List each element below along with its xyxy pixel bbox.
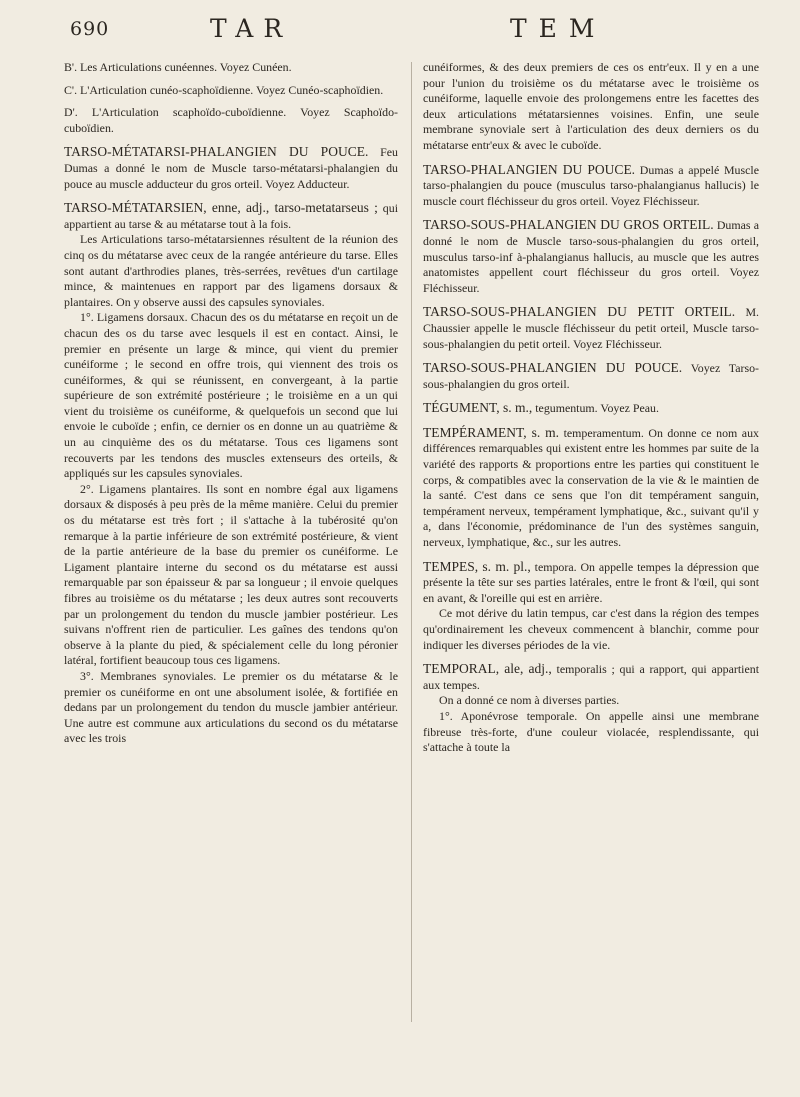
page-number: 690 bbox=[70, 18, 110, 40]
entry-body: tegumentum. Voyez Peau. bbox=[535, 401, 659, 416]
ref-articulation-scaphoido-cuboidienne: D'. L'Articulation scaphoïdo-cuboïdienne. Voyez Scaphoïdo-cuboïdien. bbox=[64, 105, 398, 135]
entry-body: qui appartient au tarse & au métatarse tout à la fois. bbox=[64, 201, 398, 231]
paragraph-tempes-etymology: Ce mot dérive du latin tempus, car c'est dans la région des tempes qu'ordinairement les cheveux commencent à blanchir, comme pour indiquer les diverses périodes de la vie. bbox=[423, 606, 759, 652]
entry-tarso-sous-phalangien-petit-orteil bbox=[423, 304, 759, 352]
entry-body: Feu Dumas a donné le nom de Muscle tarso-métatarsi-phalangien du pouce au muscle adducteur du gros orteil. Voyez Adducteur. bbox=[64, 145, 398, 191]
entry-tarso-sous-phalangien-gros-orteil bbox=[423, 217, 759, 296]
entry-headword: TEMPES, s. m. pl., bbox=[423, 558, 531, 574]
entry-body: temporalis ; qui a rapport, qui appartient aux tempes. bbox=[423, 662, 759, 692]
paragraph-continuation: cunéiformes, & des deux premiers de ces os entr'eux. Il y en a une pour l'union du troisième os du métatarse avec le troisième os cunéiforme, laquelle envoie des prolongemens entre les facettes des deux articulations métatarsiennes voisines. Enfin, une seule membrane synoviale sert à l'articulation des deux derniers os du métatarse entr'eux & avec le cuboïde. bbox=[423, 60, 759, 152]
entry-temperament bbox=[423, 425, 759, 551]
running-head-right: TEM bbox=[510, 14, 607, 43]
entry-body: M. Chaussier appelle le muscle fléchisseur du petit orteil, Muscle tarso-sous-phalangien du petit orteil. Voyez Fléchisseur. bbox=[423, 305, 759, 351]
entry-tarso-metatarsi-phalangien bbox=[64, 144, 398, 192]
paragraph-membranes-synoviales: 3°. Membranes synoviales. Le premier os du métatarse & le premier os cunéiforme en ont une absolument isolée, & fortifiée en dedans par un prolongement du tendon du muscle jambier antérieur. Une autre est commune aux articulations du second os du métatarse avec les trois bbox=[64, 668, 398, 746]
entry-tarso-phalangien-pouce bbox=[423, 162, 759, 210]
entry-headword: TÉGUMENT, s. m., bbox=[423, 400, 533, 416]
running-head-left: TAR bbox=[210, 14, 293, 43]
entry-headword: TARSO-MÉTATARSI-PHALANGIEN DU POUCE. bbox=[64, 144, 369, 160]
entry-tempes bbox=[423, 559, 759, 607]
entry-headword: TEMPORAL, ale, adj., bbox=[423, 661, 552, 677]
entry-tarso-sous-phalangien-pouce bbox=[423, 360, 759, 392]
entry-headword: TARSO-SOUS-PHALANGIEN DU GROS ORTEIL. bbox=[423, 217, 714, 233]
entry-headword: TARSO-PHALANGIEN DU POUCE. bbox=[423, 161, 636, 177]
entry-body: Dumas a donné le nom de Muscle tarso-sous-phalangien du gros orteil, musculus tarso-inf à-phalangianus hallucis, au muscle que les autres anatomistes appellent court fléchisseur du gros orteil. Voyez Fléchisseur. bbox=[423, 218, 759, 295]
entry-headword: TARSO-SOUS-PHALANGIEN DU POUCE. bbox=[423, 360, 683, 376]
column-divider bbox=[411, 62, 412, 1022]
entry-body: temperamentum. On donne ce nom aux différences remarquables qui existent entre les hommes par suite de la variété des rapports & proportions entre les parties qui constituent le corps, & compatibles avec la conservation de la vie & le maintien de la santé. C'est dans ce sens que l'on dit tempérament sanguin, tempérament nerveux, tempérament lymphatique, &c., suivant qu'il y a, dans l'économie, prédominance de l'un des systèmes sanguin, nerveux, lymphatique, &c., sur les autres. bbox=[423, 425, 759, 550]
page-header bbox=[0, 8, 800, 52]
entry-body: tempora. On appelle tempes la dépression que présente la tête sur ses parties latérales, entre le front & l'œil, qui sont en avant, & l'oreille qui est en arrière. bbox=[423, 559, 760, 605]
right-column bbox=[423, 60, 759, 756]
ref-articulations-cuneennes: B'. Les Articulations cunéennes. Voyez Cunéen. bbox=[64, 60, 292, 74]
entry-headword: TARSO-SOUS-PHALANGIEN DU PETIT ORTEIL. bbox=[423, 304, 736, 320]
paragraph-aponevrose-temporale: 1°. Aponévrose temporale. On appelle ainsi une membrane fibreuse très-forte, d'une couleur violacée, resplendissante, qui s'attache à toute la bbox=[423, 708, 759, 755]
left-column bbox=[64, 60, 398, 747]
paragraph-ligamens-dorsaux: 1°. Ligamens dorsaux. Chacun des os du métatarse en reçoit un de chacun des os du tarse avec lesquels il est en contact. Ainsi, le premier en présente un large & mince, qui vient du premier cunéiforme ; le second en offre trois, qui viennent des trois os cunéiformes, & qui se réunissent, en convergeant, à la partie supérieure de son extrémité postérieure ; le troisième en a un qui vient du troisième os cunéiforme, & quelquefois un second que lui envoie le cuboïde ; enfin, ce dernier os en donne un au quatrième & un au cinquième des os du métatarse. Tous ces ligamens sont recouverts par les tendons des muscles extenseurs des orteils, & appliqués sur les capsules synoviales. bbox=[64, 310, 398, 481]
entry-headword: TEMPÉRAMENT, s. m. bbox=[423, 424, 560, 440]
entry-headword: TARSO-MÉTATARSIEN, enne, adj., tarso-metatarseus ; bbox=[64, 200, 378, 216]
entry-tegument bbox=[423, 400, 759, 417]
paragraph-articulations: Les Articulations tarso-métatarsiennes résultent de la réunion des cinq os du métatarse avec ceux de la rangée antérieure du tarse. Elles sont autant d'arthrodies planes, très-serrées, revêtues d'un cartilage mince, & maintenues en rapport par des ligamens dorsaux & plantaires. On y observe aussi des capsules synoviales. bbox=[64, 232, 398, 309]
entry-temporal bbox=[423, 661, 759, 693]
ref-articulation-cuneo-scaphoidienne: C'. L'Articulation cunéo-scaphoïdienne. Voyez Cunéo-scaphoïdien. bbox=[64, 82, 384, 97]
entry-tarso-metatarsien bbox=[64, 200, 398, 232]
paragraph-ligamens-plantaires: 2°. Ligamens plantaires. Ils sont en nombre égal aux ligamens dorsaux & disposés à peu près de la même manière. Celui du premier os du métatarse est très fort ; il s'attache à la tubérosité qu'on remarque à la partie inférieure de son extrémité postérieure, & vient de la partie antérieure de la base du premier os cunéiforme. Le Ligament plantaire interne du second os du métatarse est aussi remarquable par son épaisseur & par sa longueur ; il envoie quelques fibres au troisième os du métatarse ; les deux autres sont recouverts par un prolongement du tendon du muscle jambier postérieur. Les suivans n'offrent rien de particulier. Les gaînes des tendons qu'on observe à la plante du pied, & spécialement celle du long péronier latéral, fortifient beaucoup tous ces ligamens. bbox=[64, 481, 398, 668]
entry-body: Voyez Tarso-sous-phalangien du gros orteil. bbox=[423, 361, 759, 391]
paragraph-temporal-parts: On a donné ce nom à diverses parties. bbox=[439, 693, 620, 708]
entry-body: Dumas a appelé Muscle tarso-phalangien du pouce (musculus tarso-phalangianus hallucis) le muscle court fléchisseur du gros orteil. Voyez Fléchisseur. bbox=[423, 162, 759, 208]
